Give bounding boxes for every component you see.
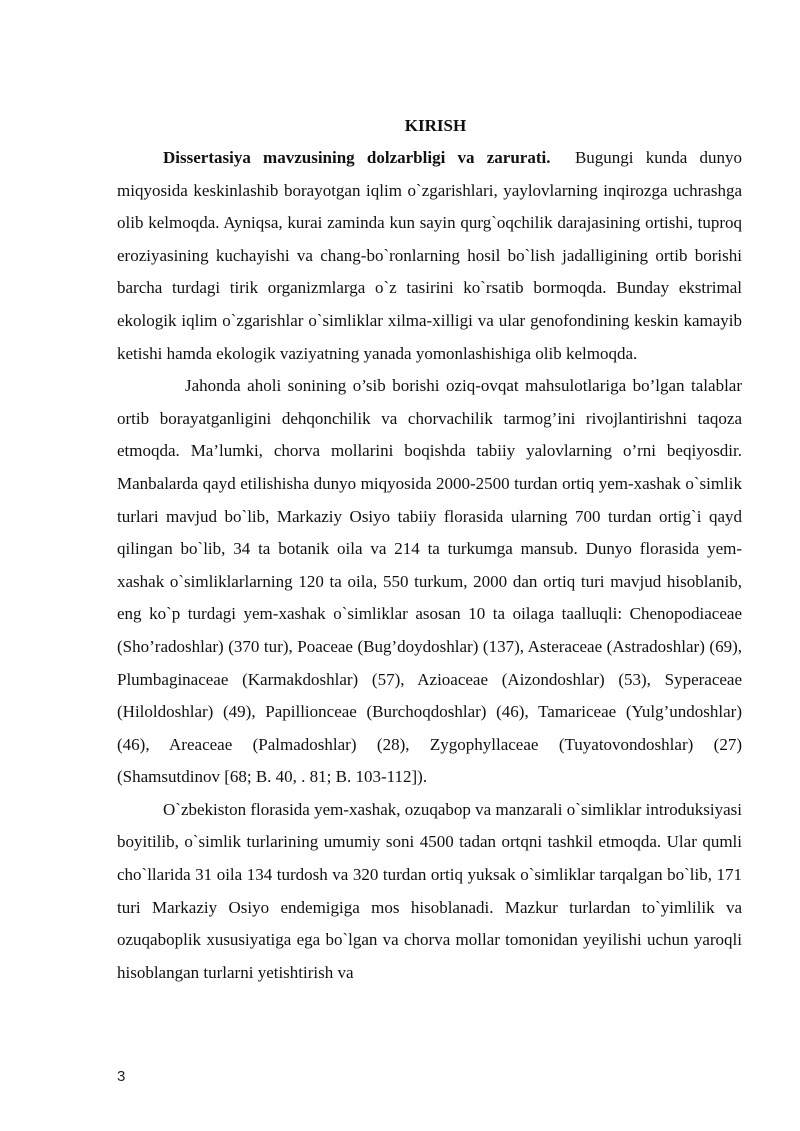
paragraph-relevance xyxy=(117,142,742,370)
section-title: KIRISH xyxy=(404,116,467,135)
paragraph-lead-heading: Dissertasiya mavzusining dolzarbligi va zarurati. xyxy=(163,148,551,167)
page-number: 3 xyxy=(117,1068,126,1085)
paragraph-world-flora: Jahonda aholi sonining o’sib borishi oziq-ovqat mahsulotlariga bo’lgan talablar ortib borayatganligini dehqonchilik va chorvachilik tarmog’ini rivojlantirishni taqoza etmoqda. Ma’lumki, chorva mollarini boqishda tabiiy yalovlarning o’rni beqiyosdir. Manbalarda qayd etilishisha dunyo miqyosida 2000-2500 turdan ortiq yem-xashak o`simlik turlari mavjud bo`lib, Markaziy Osiyo tabiiy florasida ularning 700 turdan ortig`i qayd qilingan bo`lib, 34 ta botanik oila va 214 ta turkumga mansub. Dunyo florasida yem-xashak o`simliklarlarning 120 ta oila, 550 turkum, 2000 dan ortiq turi mavjud hisoblanib, eng ko`p turdagi yem-xashak o`simliklar asosan 10 ta oilaga taalluqli: Chenopodiaceae (Sho’radoshlar) (370 tur), Poaceae (Bug’doydoshlar) (137), Asteraceae (Astradoshlar) (69), Plumbaginaceae (Karmakdoshlar) (57), Azioaceae (Aizondoshlar) (53), Syperaceae (Hiloldoshlar) (49), Papillionceae (Burchoqdoshlar) (46), Tamariceae (Yulg’undoshlar) (46), Areaceae (Palmadoshlar) (28), Zygophyllaceae (Tuyatovondoshlar) (27) (Shamsutdinov [68; B. 40, . 81; B. 103-112]). xyxy=(117,376,742,787)
paragraph-uzbekistan-flora: O`zbekiston florasida yem-xashak, ozuqabop va manzarali o`simliklar introduksiyasi boyitilib, o`simlik turlarining umumiy soni 4500 tadan ortqni tashkil etmoqda. Ular qumli cho`llarida 31 oila 134 turdosh va 320 turdan ortiq yuksak o`simliklar tarqalgan bo`lib, 171 turi Markaziy Osiyo endemigiga mos hisoblanadi. Mazkur turlardan to`yimlilik va ozuqaboplik xususiyatiga ega bo`lgan va chorva mollar tomonidan yeyilishi uchun yaroqli hisoblangan turlarni yetishtirish va xyxy=(117,799,742,982)
page-content xyxy=(117,110,742,989)
paragraph-body: Bugungi kunda dunyo miqyosida keskinlashib borayotgan iqlim o`zgarishlari, yaylovlarning inqirozga uchrashga olib kelmoqda. Ayniqsa, kurai zaminda kun sayin qurg`oqchilik darajasining ortishi, tuproq eroziyasining kuchayishi va chang-bo`ronlarning hosil bo`lish jadalligining ortib borishi barcha turdagi tirik organizmlarga o`z tasirini ko`rsatib bormoqda. Bunday ekstrimal ekologik iqlim o`zgarishlar o`simliklar xilma-xilligi va ular genofondining keskin kamayib ketishi hamda ekologik vaziyatning yanada yomonlashishiga olib kelmoqda. xyxy=(117,148,742,363)
